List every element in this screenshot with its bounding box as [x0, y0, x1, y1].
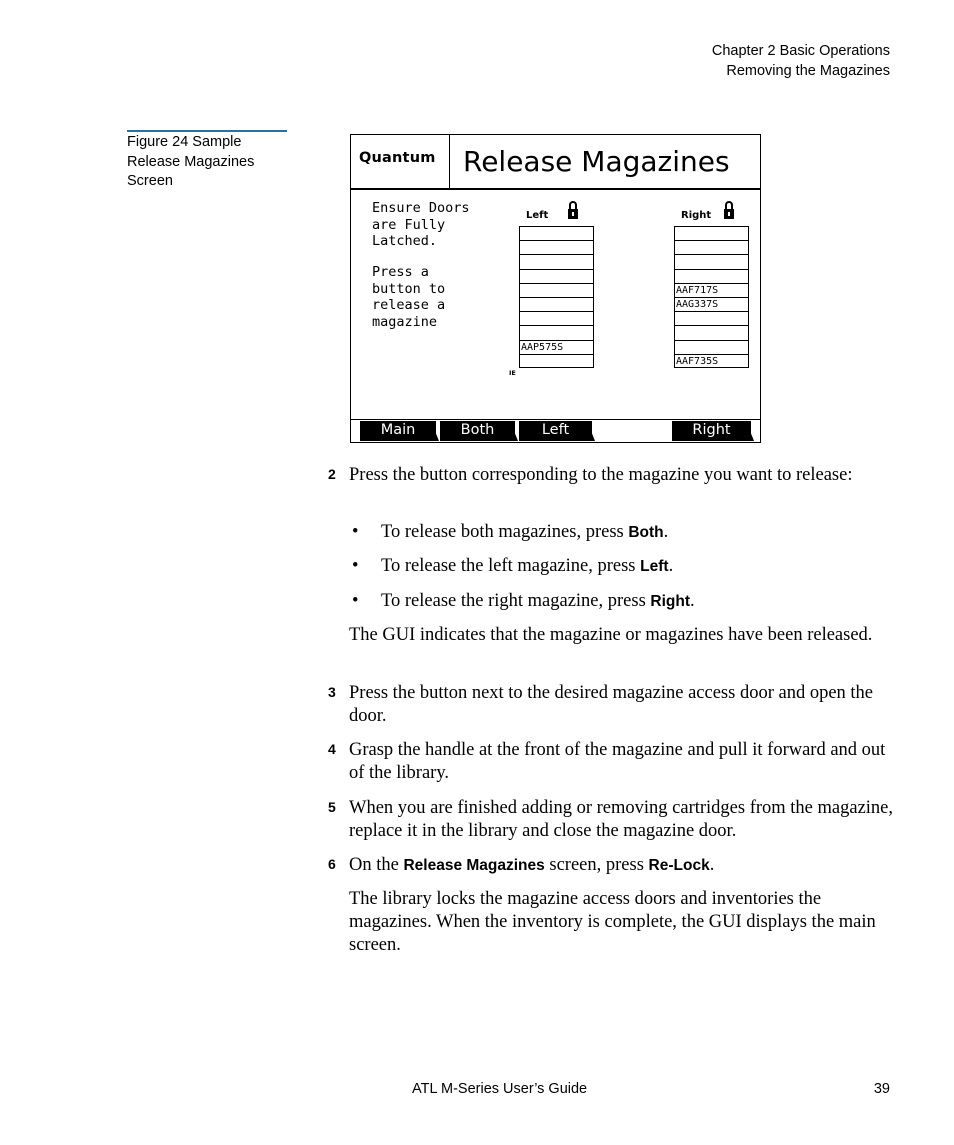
- caption-line: Release Magazines: [127, 153, 255, 170]
- instruction-line: release a: [372, 297, 446, 313]
- step-number: 4: [328, 741, 336, 757]
- softkey-notch: [591, 431, 595, 441]
- step-5: [328, 797, 898, 843]
- left-magazine-label: Left: [526, 210, 549, 221]
- magazine-slot: [674, 325, 749, 339]
- chapter-title: Chapter 2 Basic Operations: [711, 43, 890, 59]
- magazine-slot: AAF717S: [674, 283, 749, 297]
- key-re-lock: Re-Lock: [648, 857, 710, 874]
- magazine-slot: [674, 226, 749, 240]
- step-2: [328, 464, 898, 487]
- instructions-latch: [372, 200, 470, 250]
- figure-caption: [127, 133, 297, 192]
- softkey-notch: [435, 431, 439, 441]
- step-text: Grasp the handle at the front of the magazine and pull it forward and out of the library.: [349, 740, 886, 783]
- screen-header: [351, 135, 760, 190]
- instruction-line: are Fully: [372, 216, 446, 233]
- magazine-slot: [519, 283, 594, 297]
- right-magazine: [674, 226, 749, 368]
- page-number: 39: [873, 1081, 890, 1097]
- magazine-slot: [519, 226, 594, 240]
- release-magazines-screen: [350, 134, 761, 443]
- step-number: 2: [328, 466, 336, 482]
- softkey-right[interactable]: [672, 421, 751, 441]
- key-right: Right: [650, 593, 691, 610]
- step-3: [328, 682, 898, 728]
- running-head: [712, 41, 890, 81]
- padlock-icon: [723, 200, 735, 220]
- step-6-result: The library locks the magazine access doors and inventories the magazines. When the inventory is complete, the GUI displays the main screen.: [349, 889, 876, 955]
- bullet-text: To release the left magazine, press Left.: [381, 556, 674, 576]
- step-text: Press the button corresponding to the magazine you want to release:: [349, 465, 853, 485]
- magazine-slot: [519, 269, 594, 283]
- magazine-slot: [519, 297, 594, 311]
- screen-title: Release Magazines: [463, 145, 730, 178]
- instructions-release: [372, 264, 445, 330]
- header-divider: [449, 135, 450, 188]
- caption-line: Figure 24 Sample: [127, 134, 242, 150]
- magazine-slot: [519, 325, 594, 339]
- softkey-left[interactable]: [519, 421, 592, 441]
- magazine-slot: [519, 354, 594, 368]
- section-title: Removing the Magazines: [726, 63, 890, 79]
- instruction-line: Ensure Doors: [372, 200, 470, 216]
- softkey-label: Main: [380, 422, 416, 438]
- quantum-logo: Quantum: [359, 150, 436, 166]
- caption-rule: [127, 130, 287, 132]
- step-number: 5: [328, 799, 336, 815]
- magazine-slot: [674, 240, 749, 254]
- bullet-dot: •: [352, 556, 359, 576]
- softkey-bar: [351, 419, 760, 442]
- bullet-dot: •: [352, 591, 359, 611]
- softkey-notch: [514, 431, 518, 441]
- softkey-main[interactable]: [360, 421, 436, 441]
- magazine-slot: AAG337S: [674, 297, 749, 311]
- bullet-text: To release the right magazine, press Right.: [381, 591, 695, 611]
- ie-slot-label: IE: [509, 369, 516, 377]
- softkey-label: Both: [460, 422, 495, 438]
- magazine-slot: [519, 254, 594, 268]
- key-both: Both: [628, 524, 664, 541]
- softkey-notch: [750, 431, 754, 441]
- bullet-dot: •: [352, 522, 359, 542]
- softkey-label: Left: [541, 422, 570, 438]
- footer-guide-title: ATL M-Series User’s Guide: [412, 1081, 588, 1097]
- magazine-slot: AAF735S: [674, 354, 749, 368]
- bullet-text: To release both magazines, press Both.: [381, 522, 669, 542]
- right-magazine-label: Right: [681, 210, 712, 221]
- magazine-slot: [519, 311, 594, 325]
- instruction-line: magazine: [372, 313, 438, 330]
- magazine-slot: [674, 311, 749, 325]
- padlock-icon: [567, 200, 579, 220]
- softkey-both[interactable]: [440, 421, 515, 441]
- magazine-slot: [674, 269, 749, 283]
- magazine-slot: [674, 254, 749, 268]
- key-left: Left: [640, 558, 669, 575]
- step-number: 6: [328, 856, 336, 872]
- step-text: When you are finished adding or removing cartridges from the magazine, replace it in the library and close the magazine door.: [349, 798, 894, 841]
- step-4: [328, 739, 898, 785]
- instruction-line: Press a: [372, 264, 429, 280]
- step-2-result: The GUI indicates that the magazine or magazines have been released.: [349, 625, 873, 645]
- magazine-slot: AAP575S: [519, 340, 594, 354]
- step-text: On the Release Magazines screen, press Re-Lock.: [349, 855, 715, 875]
- step-6: [328, 854, 898, 877]
- softkey-label: Right: [692, 422, 731, 438]
- magazine-slot: [674, 340, 749, 354]
- magazine-slot: [519, 240, 594, 254]
- step-text: Press the button next to the desired magazine access door and open the door.: [349, 683, 874, 726]
- instruction-line: Latched.: [372, 233, 438, 249]
- step-number: 3: [328, 684, 336, 700]
- caption-line: Screen: [127, 173, 173, 189]
- instruction-line: button to: [372, 280, 446, 297]
- screen-name-release-magazines: Release Magazines: [403, 857, 545, 874]
- left-magazine: [519, 226, 594, 368]
